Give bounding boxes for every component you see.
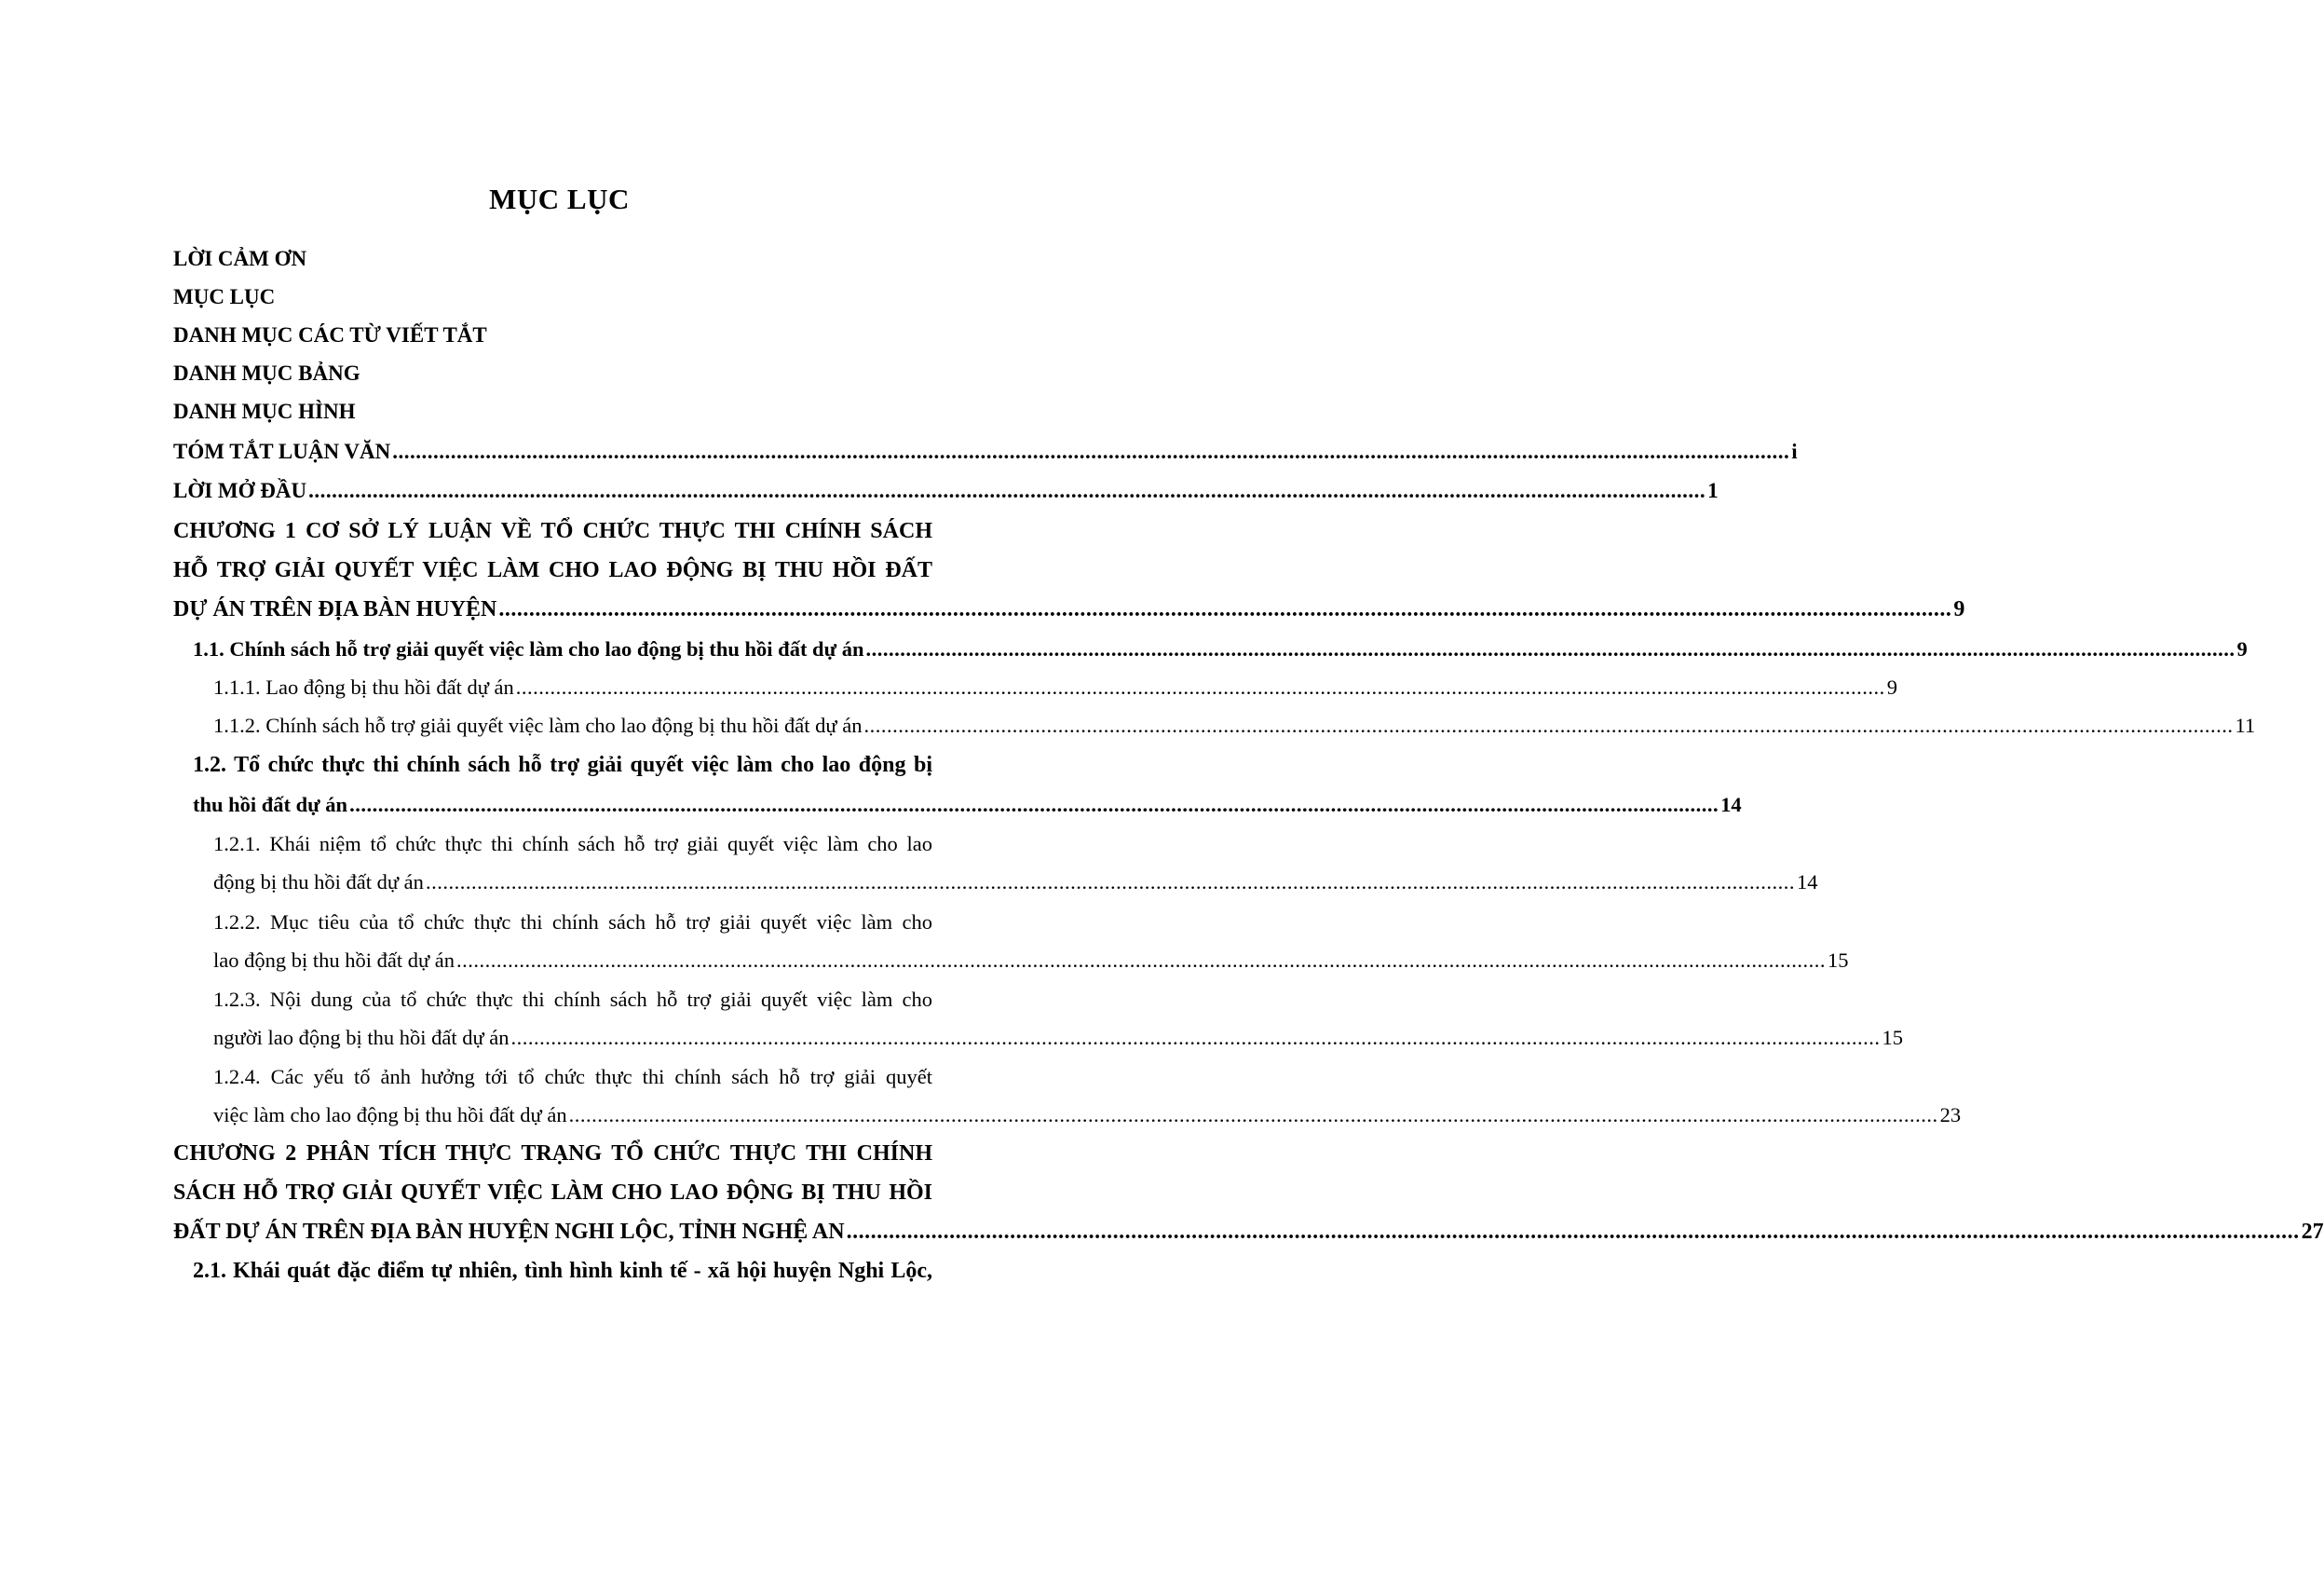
toc-entry-loi-cam-on[interactable] [173, 245, 306, 273]
toc-entry-label: 1.1.2. Chính sách hỗ trợ giải quyết việc làm cho lao động bị thu hồi đất dự án [213, 714, 863, 737]
page-number: 9 [1953, 597, 1965, 621]
toc-subsection-1-2-3-line-1[interactable]: 1.2.3. Nội dung của tổ chức thực thi chính sách hỗ trợ giải quyết việc làm cho [213, 988, 932, 1011]
page-number: 11 [2235, 714, 2256, 737]
toc-chapter-2-line-1[interactable]: CHƯƠNG 2 PHÂN TÍCH THỰC TRẠNG TỔ CHỨC THỰC THI CHÍNH [173, 1141, 932, 1166]
page-number: 14 [1796, 870, 1818, 894]
toc-entry-label: MỤC LỤC [173, 285, 276, 308]
toc-entry-tom-tat[interactable] [173, 438, 1798, 466]
toc-chapter-1-line-3[interactable] [173, 595, 1965, 623]
toc-entry-label: 1.1.1. Lao động bị thu hồi đất dự án [213, 676, 514, 699]
toc-chapter-2-line-3[interactable] [173, 1218, 2324, 1246]
page-number: 9 [1886, 676, 1898, 699]
toc-entry-danh-muc-tu-viet-tat[interactable] [173, 321, 487, 349]
toc-entry-label: DANH MỤC HÌNH [173, 400, 356, 423]
dot-leader: ................................................................................................................................................................................................................................................ [349, 793, 1719, 816]
page-number: 14 [1720, 793, 1742, 816]
page-number: 9 [2236, 637, 2248, 661]
page-number: 15 [1882, 1026, 1904, 1049]
toc-subsection-1-2-1-line-1[interactable]: 1.2.1. Khái niệm tổ chức thực thi chính sách hỗ trợ giải quyết việc làm cho lao [213, 832, 932, 855]
dot-leader: ................................................................................................................................................................................................................................................ [392, 440, 1790, 463]
dot-leader: ................................................................................................................................................................................................................................................ [568, 1103, 1938, 1126]
toc-entry-label: lao động bị thu hồi đất dự án [213, 948, 455, 972]
toc-entry-label: động bị thu hồi đất dự án [213, 870, 424, 894]
toc-entry-label: LỜI CẢM ƠN [173, 247, 307, 270]
toc-entry-label: TÓM TẮT LUẬN VĂN [173, 440, 391, 463]
toc-entry-label: DỰ ÁN TRÊN ĐỊA BÀN HUYỆN [173, 597, 497, 621]
toc-subsection-1-2-4-line-1[interactable]: 1.2.4. Các yếu tố ảnh hưởng tới tổ chức thực thi chính sách hỗ trợ giải quyết [213, 1065, 932, 1088]
toc-entry-label: DANH MỤC CÁC TỪ VIẾT TẮT [173, 323, 487, 347]
dot-leader: ................................................................................................................................................................................................................................................ [498, 597, 1952, 621]
toc-title: MỤC LỤC [489, 183, 630, 215]
toc-chapter-1-line-1[interactable]: CHƯƠNG 1 CƠ SỞ LÝ LUẬN VỀ TỔ CHỨC THỰC THI CHÍNH SÁCH [173, 519, 932, 543]
toc-chapter-1-line-2[interactable]: HỖ TRỢ GIẢI QUYẾT VIỆC LÀM CHO LAO ĐỘNG BỊ THU HỒI ĐẤT [173, 558, 932, 582]
dot-leader: ................................................................................................................................................................................................................................................ [515, 676, 1885, 699]
toc-subsection-1-2-1-line-2[interactable] [213, 868, 1818, 896]
dot-leader: ................................................................................................................................................................................................................................................ [510, 1026, 1881, 1049]
toc-entry-label: LỜI MỞ ĐẦU [173, 479, 307, 502]
toc-subsection-1-1-2[interactable] [213, 712, 2256, 740]
toc-entry-loi-mo-dau[interactable] [173, 477, 1719, 505]
dot-leader: ................................................................................................................................................................................................................................................ [865, 637, 2236, 661]
toc-chapter-2-line-2[interactable]: SÁCH HỖ TRỢ GIẢI QUYẾT VIỆC LÀM CHO LAO ĐỘNG BỊ THU HỒI [173, 1180, 932, 1205]
toc-entry-danh-muc-bang[interactable] [173, 360, 360, 388]
toc-subsection-1-2-3-line-2[interactable] [213, 1024, 1904, 1052]
toc-entry-label: thu hồi đất dự án [193, 793, 348, 816]
dot-leader: ................................................................................................................................................................................................................................................ [846, 1220, 2300, 1244]
toc-entry-label: việc làm cho lao động bị thu hồi đất dự án [213, 1103, 567, 1126]
toc-subsection-1-2-2-line-1[interactable]: 1.2.2. Mục tiêu của tổ chức thực thi chính sách hỗ trợ giải quyết việc làm cho [213, 910, 932, 934]
page-number: i [1791, 440, 1798, 463]
toc-subsection-1-2-4-line-2[interactable] [213, 1101, 1962, 1129]
toc-subsection-1-2-2-line-2[interactable] [213, 947, 1849, 975]
dot-leader: ................................................................................................................................................................................................................................................ [425, 870, 1795, 894]
toc-entry-label: người lao động bị thu hồi đất dự án [213, 1026, 510, 1049]
toc-section-1-2-line-2[interactable] [193, 791, 1742, 819]
page-number: 15 [1828, 948, 1849, 972]
toc-entry-label: 1.1. Chính sách hỗ trợ giải quyết việc làm cho lao động bị thu hồi đất dự án [193, 637, 864, 661]
toc-section-2-1-line-1[interactable]: 2.1. Khái quát đặc điểm tự nhiên, tình hình kinh tế - xã hội huyện Nghi Lộc, [193, 1259, 932, 1283]
toc-entry-muc-luc[interactable] [173, 283, 275, 311]
toc-entry-label: DANH MỤC BẢNG [173, 362, 360, 385]
page-number: 27 [2301, 1220, 2324, 1244]
toc-entry-danh-muc-hinh[interactable] [173, 398, 356, 426]
dot-leader: ................................................................................................................................................................................................................................................ [308, 479, 1706, 502]
dot-leader: ................................................................................................................................................................................................................................................ [863, 714, 2234, 737]
dot-leader: ................................................................................................................................................................................................................................................ [456, 948, 1827, 972]
page-number: 23 [1939, 1103, 1962, 1126]
toc-section-1-2-line-1[interactable]: 1.2. Tổ chức thực thi chính sách hỗ trợ giải quyết việc làm cho lao động bị [193, 753, 932, 777]
page-number: 1 [1707, 479, 1719, 502]
toc-subsection-1-1-1[interactable] [213, 674, 1898, 702]
toc-section-1-1[interactable] [193, 635, 2248, 663]
toc-entry-label: ĐẤT DỰ ÁN TRÊN ĐỊA BÀN HUYỆN NGHI LỘC, TỈNH NGHỆ AN [173, 1220, 845, 1244]
